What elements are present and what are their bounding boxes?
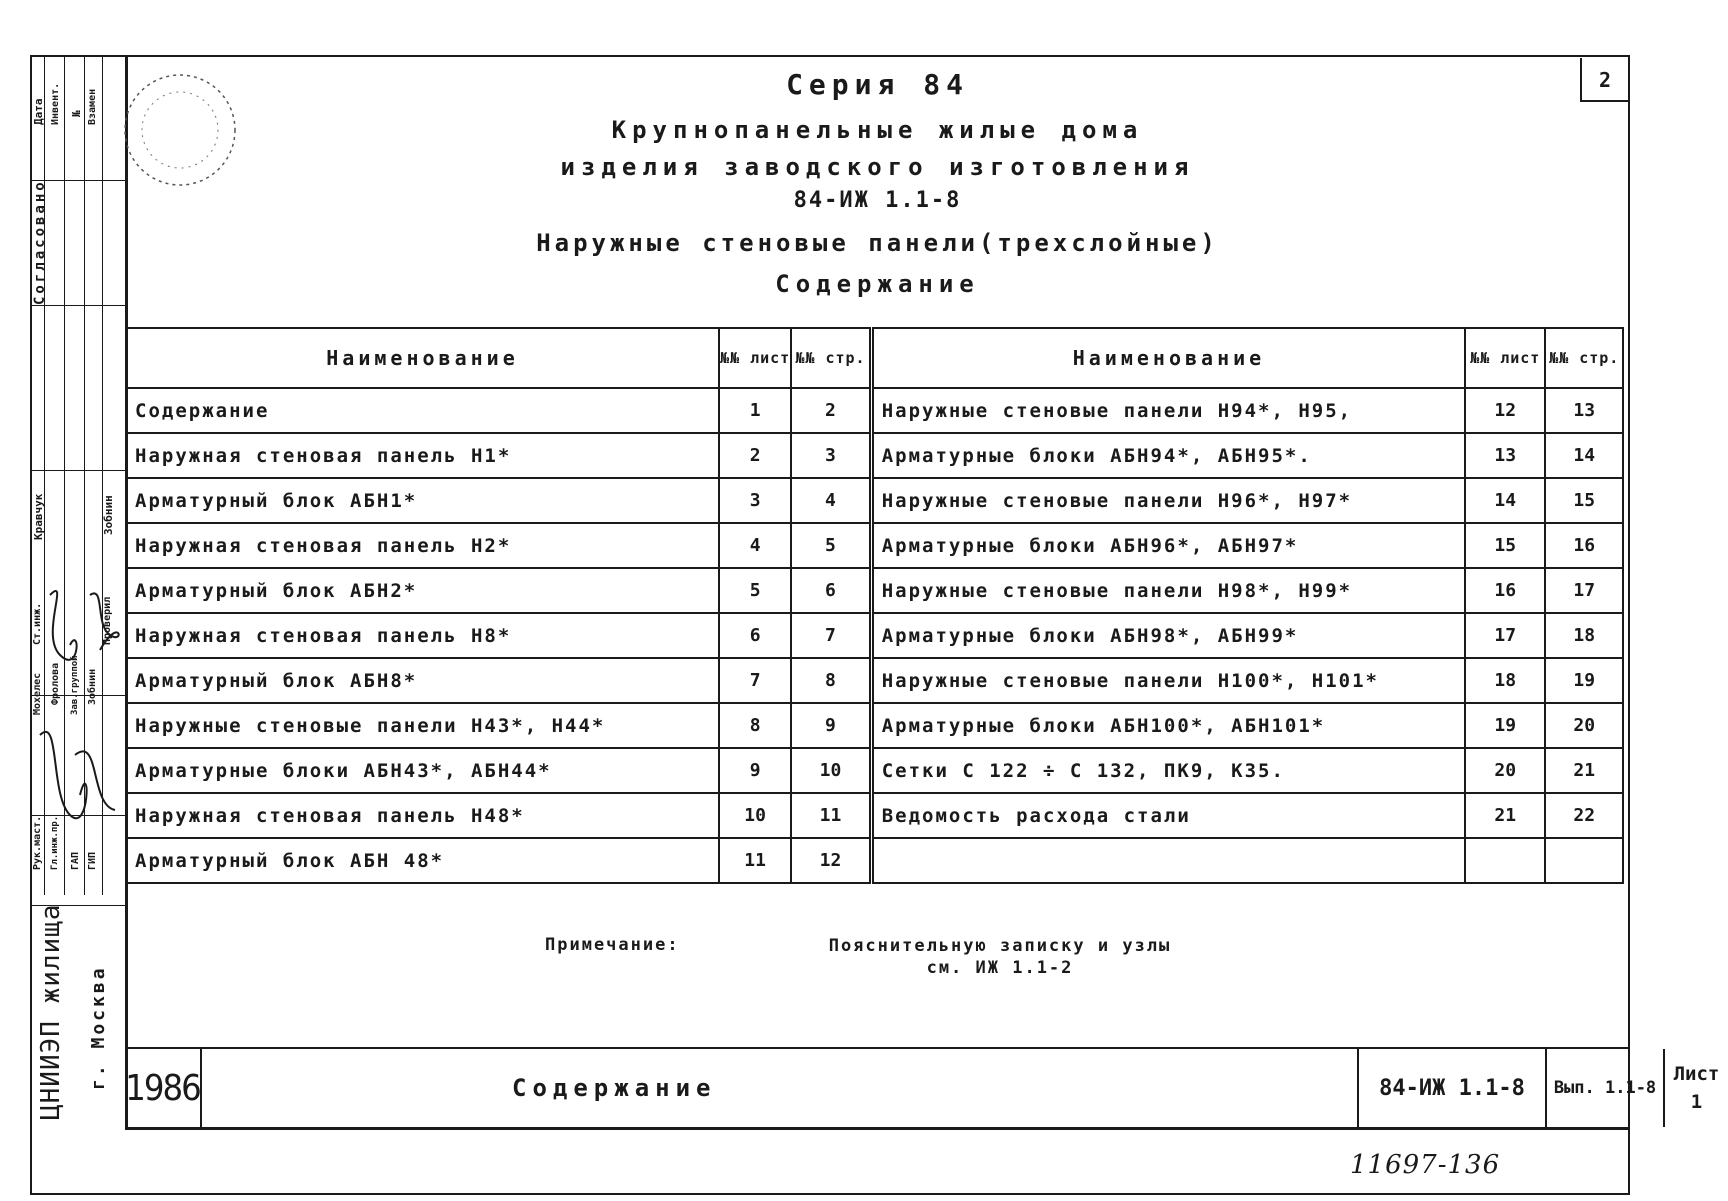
row-page: 6 [791,568,871,613]
inv-label: Инвент. [50,82,61,125]
row-name: Наружная стеновая панель Н8* [126,613,719,658]
title-block [125,1047,1720,1127]
row-page: 4 [791,478,871,523]
row-page: 20 [1545,703,1623,748]
row-page: 16 [1545,523,1623,568]
row-sheet: 17 [1465,613,1545,658]
row-page [1545,838,1623,883]
no-label: № [70,110,83,117]
title-issue: Вып. 1.1-8 [1545,1049,1663,1127]
stamp-name-11: ГАП [70,851,81,870]
table-row [126,478,1623,523]
row-name: Ведомость расхода стали [871,793,1465,838]
table-row [126,748,1623,793]
row-sheet: 13 [1465,433,1545,478]
row-page: 11 [791,793,871,838]
header-code: 84-ИЖ 1.1-8 [793,188,962,213]
col-sheet-left: №№ лист [719,328,791,388]
col-sheet-right: №№ лист [1465,328,1545,388]
row-name: Наружные стеновые панели Н100*, Н101* [871,658,1465,703]
row-page: 14 [1545,433,1623,478]
side-stamp [30,55,125,1130]
table-row [126,568,1623,613]
table-row [126,703,1623,748]
row-name: Арматурные блоки АБН43*, АБН44* [126,748,719,793]
stamp-name-10: Гл.инж.пр. [50,815,60,870]
row-page: 22 [1545,793,1623,838]
row-page: 17 [1545,568,1623,613]
table-row [126,523,1623,568]
row-sheet: 21 [1465,793,1545,838]
organization-block [30,905,125,1130]
row-page: 12 [791,838,871,883]
stamp-name-3: Проверил [102,596,113,645]
header-line-1: Крупнопанельные жилые дома [611,116,1144,144]
row-name: Наружные стеновые панели Н98*, Н99* [871,568,1465,613]
row-sheet: 15 [1465,523,1545,568]
row-name: Наружные стеновые панели Н96*, Н97* [871,478,1465,523]
table-row [126,793,1623,838]
table-row [126,658,1623,703]
row-sheet: 9 [719,748,791,793]
row-name: Сетки С 122 ÷ С 132, ПК9, К35. [871,748,1465,793]
title-code: 84-ИЖ 1.1-8 [1357,1049,1545,1127]
row-sheet: 12 [1465,388,1545,433]
row-name: Арматурный блок АБН1* [126,478,719,523]
note-text [760,935,1240,979]
table-row [126,613,1623,658]
row-sheet: 7 [719,658,791,703]
row-sheet: 10 [719,793,791,838]
row-name: Наружные стеновые панели Н94*, Н95, [871,388,1465,433]
row-sheet [1465,838,1545,883]
row-sheet: 11 [719,838,791,883]
stamp-name-7: Зав.группой [70,655,80,715]
stamp-name-8: Зобнин [87,668,98,705]
row-name: Арматурные блоки АБН94*, АБН95*. [871,433,1465,478]
note-line-1: Пояснительную записку и узлы [828,936,1172,956]
row-name: Арматурный блок АБН8* [126,658,719,703]
row-page: 10 [791,748,871,793]
row-page: 15 [1545,478,1623,523]
title-sheet [1663,1049,1728,1127]
col-name-left: Наименование [126,328,719,388]
row-page: 3 [791,433,871,478]
replaced-label: Взамен [87,88,98,125]
header-line-3: Наружные стеновые панели(трехслойные) [536,229,1219,257]
row-page: 8 [791,658,871,703]
row-page: 19 [1545,658,1623,703]
stamp-name-1: Кравчук [32,493,45,540]
sheet-number: 1 [1690,1091,1703,1113]
row-sheet: 4 [719,523,791,568]
table-row [126,433,1623,478]
note-label: Примечание: [545,935,680,955]
row-name: Арматурные блоки АБН100*, АБН101* [871,703,1465,748]
row-page: 18 [1545,613,1623,658]
date-label: Дата [32,98,45,125]
col-page-left: №№ стр. [791,328,871,388]
row-name: Арматурный блок АБН2* [126,568,719,613]
row-sheet: 18 [1465,658,1545,703]
row-sheet: 19 [1465,703,1545,748]
signatures [30,575,125,835]
row-page: 9 [791,703,871,748]
row-name: Наружная стеновая панель Н1* [126,433,719,478]
table-row [126,388,1623,433]
row-sheet: 5 [719,568,791,613]
stamp-name-6: Фролова [50,662,61,705]
note-line-2: см. ИЖ 1.1-2 [926,958,1074,978]
row-name: Наружная стеновая панель Н48* [126,793,719,838]
series-title: Серия 84 [786,68,969,101]
stamp-name-9: Рук.маст. [32,815,43,870]
title-text: Содержание [200,1049,1357,1127]
agreed-label: Согласовано [32,179,48,305]
row-sheet: 16 [1465,568,1545,613]
row-page: 2 [791,388,871,433]
row-name: Арматурные блоки АБН96*, АБН97* [871,523,1465,568]
row-sheet: 3 [719,478,791,523]
header-line-2: изделия заводского изготовления [560,153,1195,181]
row-name: Наружные стеновые панели Н43*, Н44* [126,703,719,748]
org-name: ЦНИИЭП жилища [36,903,66,1120]
stamp-name-5: Мохелес [32,672,43,715]
row-name: Арматурные блоки АБН98*, АБН99* [871,613,1465,658]
row-name: Содержание [126,388,719,433]
row-name: Арматурный блок АБН 48* [126,838,719,883]
row-page: 13 [1545,388,1623,433]
row-sheet: 2 [719,433,791,478]
sheet-label: Лист [1673,1063,1720,1085]
row-sheet: 14 [1465,478,1545,523]
row-sheet: 20 [1465,748,1545,793]
org-city: г. Москва [88,965,109,1090]
row-sheet: 6 [719,613,791,658]
row-name [871,838,1465,883]
row-sheet: 1 [719,388,791,433]
col-name-right: Наименование [871,328,1465,388]
row-sheet: 8 [719,703,791,748]
row-page: 21 [1545,748,1623,793]
title-year: 1986 [125,1067,200,1109]
page-number: 2 [1580,58,1628,102]
contents-table [125,327,1624,884]
table-row [126,838,1623,883]
stamp-name-4: Ст.инж. [32,602,43,645]
row-page: 7 [791,613,871,658]
row-name: Наружная стеновая панель Н2* [126,523,719,568]
page-title: Содержание [775,270,980,298]
col-page-right: №№ стр. [1545,328,1623,388]
stamp-name-2: Зобнин [102,495,115,535]
row-page: 5 [791,523,871,568]
table-header-row [126,328,1623,388]
stamp-name-12: ГИП [87,851,98,870]
archive-number: 11697-136 [1350,1150,1501,1180]
